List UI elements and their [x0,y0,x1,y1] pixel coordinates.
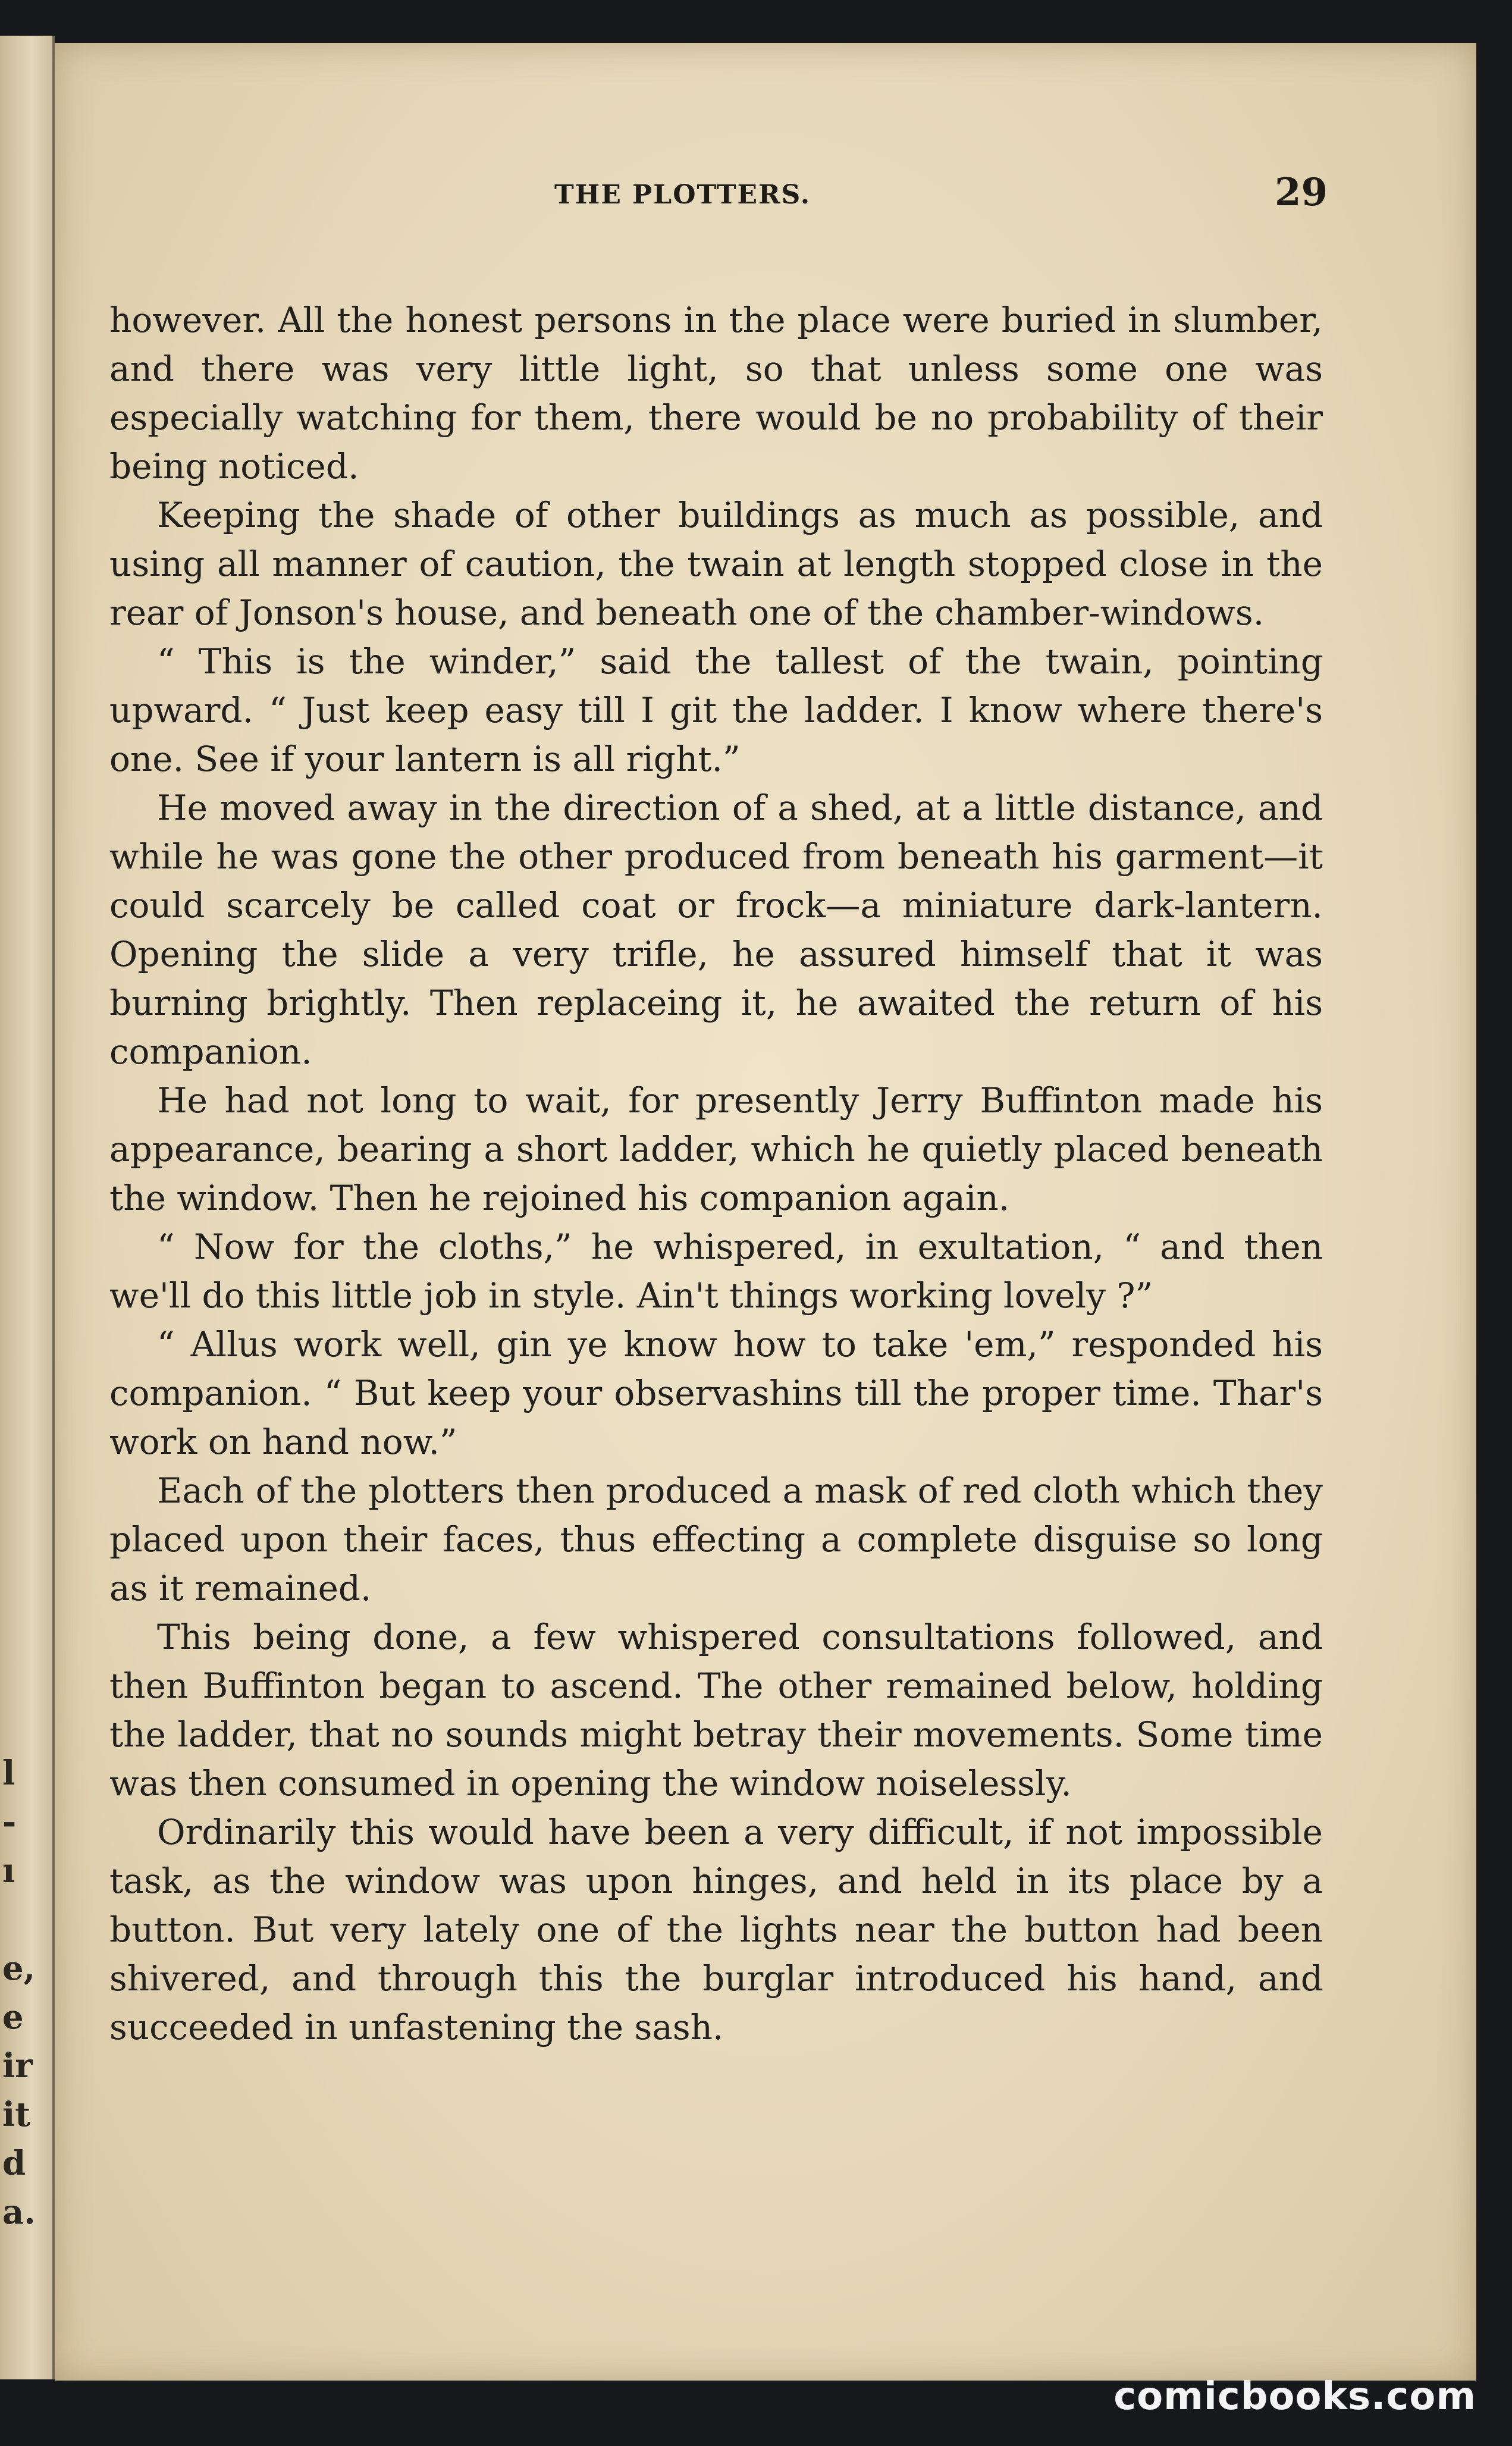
paragraph: Ordinarily this would have been a very difficult, if not impossible task, as the window was upon hinges, and held in its place by a button. But very lately one of the lights near the button had been shivered, and through this the burglar introduced his hand, and succeeded in unfastening the sash. [109,1812,1323,2047]
fragment: d [2,2144,26,2183]
fragment: it [2,2095,31,2134]
facing-page-edge [0,36,55,2379]
fragment: a. [2,2193,36,2232]
fragment: l [2,1754,15,1793]
fragment [2,1895,44,1944]
paragraph: however. All the honest persons in the place were buried in slumber, and there was very little light, so that unless some one was especially watching for them, there would be no probability of their being noticed. [109,300,1323,487]
paragraph: This being done, a few whispered consultations followed, and then Buffinton began to ascend. The other remained below, holding the ladder, that no sounds might betray their movements. Some time was then consumed in opening the window noiselessly. [109,1617,1323,1804]
paragraph: He had not long to wait, for presently Jerry Buffinton made his appearance, bearing a short ladder, which he quietly placed beneath the window. Then he rejoined his companion again. [109,1080,1323,1218]
fragment: ı [2,1851,15,1890]
paragraph: “ Now for the cloths,” he whispered, in exultation, “ and then we'll do this little job in style. Ain't things working lovely ?” [109,1227,1323,1316]
facing-page-fragments [2,1749,44,2237]
running-head: THE PLOTTERS. [554,180,811,210]
fragment: e, [2,1949,36,1988]
body-text [109,296,1323,2052]
paragraph: Each of the plotters then produced a mask of red cloth which they placed upon their faces, thus effecting a complete disguise so long as it remained. [109,1470,1323,1608]
book-page [55,43,1476,2381]
page-header [55,162,1328,221]
paragraph: “ This is the winder,” said the tallest of the twain, pointing upward. “ Just keep easy till I git the ladder. I know where there's one. See if your lantern is all right.” [109,641,1323,779]
paragraph: “ Allus work well, gin ye know how to take 'em,” responded his companion. “ But keep your observashins till the proper time. Thar's work on hand now.” [109,1324,1323,1462]
fragment: - [2,1802,17,1842]
paragraph: Keeping the shade of other buildings as much as possible, and using all manner of caution, the twain at length stopped close in the rear of Jonson's house, and beneath one of the chamber-windows. [109,495,1323,633]
watermark: comicbooks.com [1113,2375,1476,2419]
fragment: e [2,1997,24,2037]
fragment: ir [2,2046,33,2086]
page-number: 29 [1274,170,1328,215]
paragraph: He moved away in the direction of a shed, at a little distance, and while he was gone the other produced from beneath his garment—it could scarcely be called coat or frock—a miniature dark-lantern. Opening the slide a very trifle, he assured himself that it was burning brightly. Then replaceing it, he awaited the return of his companion. [109,788,1323,1072]
